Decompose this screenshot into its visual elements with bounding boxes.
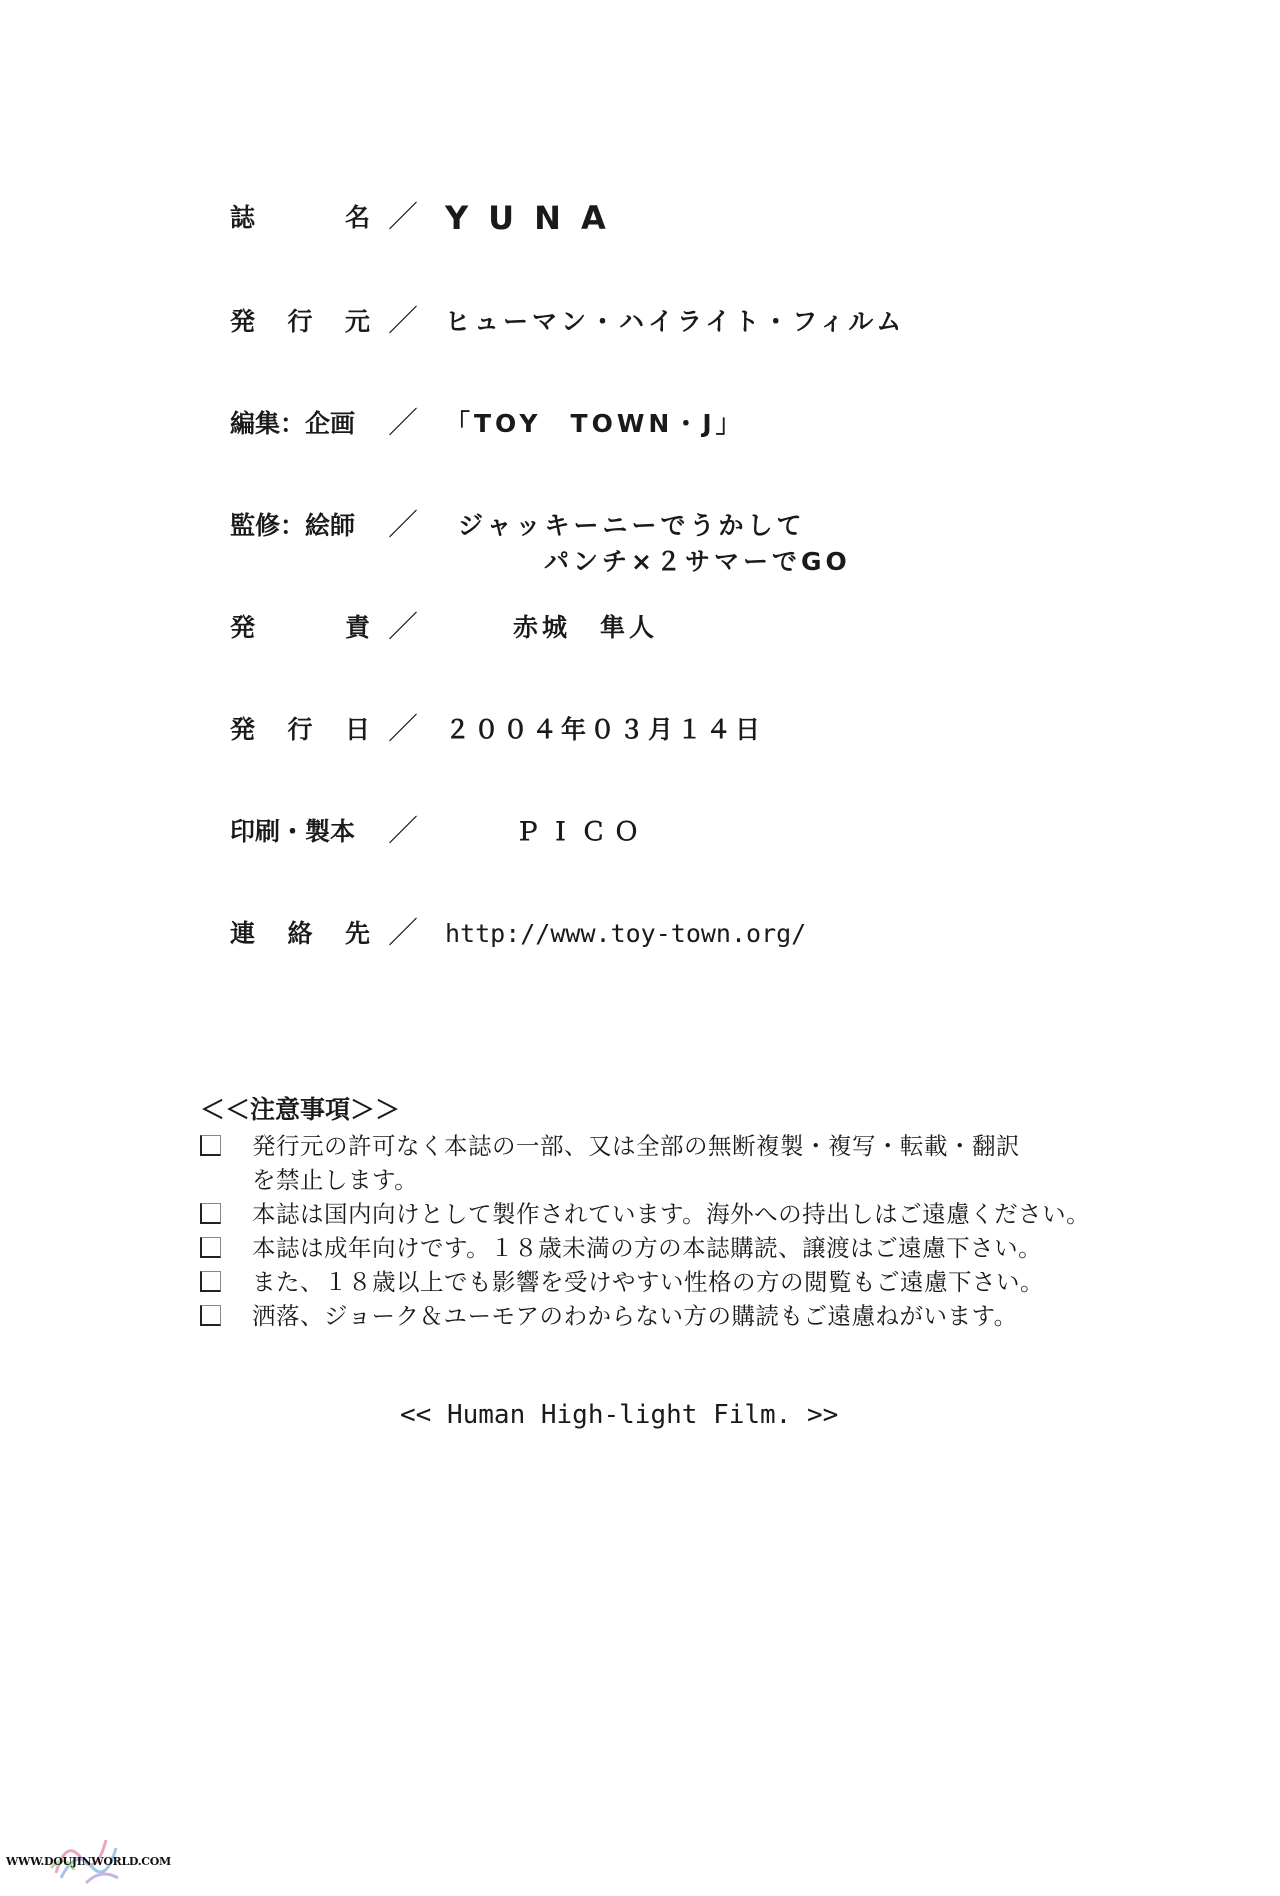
supervision-line-1: ジャッキーニーでうかして (458, 511, 806, 540)
supervision-line-2: パンチ×２サマーでGO (544, 547, 851, 576)
title-value: YUNA (445, 199, 626, 237)
row-label (230, 814, 370, 850)
note-item (200, 1129, 1200, 1197)
label-char: 発 (230, 715, 256, 744)
note-item (200, 1197, 1200, 1231)
separator-slash: ／ (388, 712, 418, 747)
footer-credit: << Human High-light Film. >> (400, 1400, 839, 1430)
note-item (200, 1265, 1200, 1299)
row-label (230, 712, 370, 748)
label-text: 編集：企画 (230, 409, 356, 438)
label-char: 絡 (287, 919, 313, 948)
label-char: 誌 (230, 203, 256, 232)
row-label (230, 304, 370, 340)
checkbox-icon (200, 1135, 221, 1156)
label-char: 名 (344, 203, 370, 232)
row-label (230, 916, 370, 952)
date-value: ２００４年０３月１４日 (445, 715, 765, 744)
label-text: 監修：絵師 (230, 511, 356, 540)
separator-slash: ／ (388, 200, 418, 235)
label-char: 連 (230, 919, 256, 948)
label-char: 日 (344, 715, 370, 744)
watermark (6, 1840, 176, 1890)
supervision-value (458, 508, 851, 580)
row-label (230, 406, 370, 442)
checkbox-icon (200, 1271, 221, 1292)
label-char: 責 (344, 613, 370, 642)
note-text-continued: を禁止します。 (252, 1166, 419, 1194)
label-char: 行 (287, 307, 313, 336)
printing-value: ＰＩＣＯ (515, 817, 648, 846)
separator-slash: ／ (388, 916, 418, 951)
label-char: 先 (344, 919, 370, 948)
label-text: 印刷・製本 (230, 817, 356, 846)
note-text: また、１８歳以上でも影響を受けやすい性格の方の閲覧もご遠慮下さい。 (252, 1268, 1044, 1296)
checkbox-icon (200, 1305, 221, 1326)
checkbox-icon (200, 1237, 221, 1258)
note-text: 発行元の許可なく本誌の一部、又は全部の無断複製・複写・転載・翻訳 (252, 1132, 1020, 1160)
editing-value: 「TOY TOWN・J」 (445, 409, 745, 438)
note-text: 本誌は成年向けです。１８歳未満の方の本誌購読、譲渡はご遠慮下さい。 (252, 1234, 1043, 1262)
note-item (200, 1231, 1200, 1265)
row-label (230, 610, 370, 646)
responsible-value: 赤城 隼人 (513, 613, 659, 642)
notes-title: ＜＜注意事項＞＞ (200, 1095, 401, 1124)
watermark-text: WWW.DOUJINWORLD.COM (6, 1855, 171, 1868)
separator-slash: ／ (388, 814, 418, 849)
note-item (200, 1299, 1200, 1333)
publisher-value: ヒューマン・ハイライト・フィルム (445, 307, 906, 336)
row-label (230, 508, 370, 544)
separator-slash: ／ (388, 508, 418, 543)
separator-slash: ／ (388, 610, 418, 645)
separator-slash: ／ (388, 304, 418, 339)
label-char: 元 (344, 307, 370, 336)
row-label (230, 200, 370, 236)
note-text: 本誌は国内向けとして製作されています。海外への持出しはご遠慮ください。 (252, 1200, 1091, 1228)
note-text: 洒落、ジョーク＆ユーモアのわからない方の購読もご遠慮ねがいます。 (252, 1302, 1018, 1330)
label-char: 発 (230, 307, 256, 336)
label-char: 行 (287, 715, 313, 744)
notes-section (200, 1093, 1200, 1333)
label-char: 発 (230, 613, 256, 642)
contact-url[interactable]: http://www.toy-town.org/ (445, 919, 807, 948)
separator-slash: ／ (388, 406, 418, 441)
checkbox-icon (200, 1203, 221, 1224)
